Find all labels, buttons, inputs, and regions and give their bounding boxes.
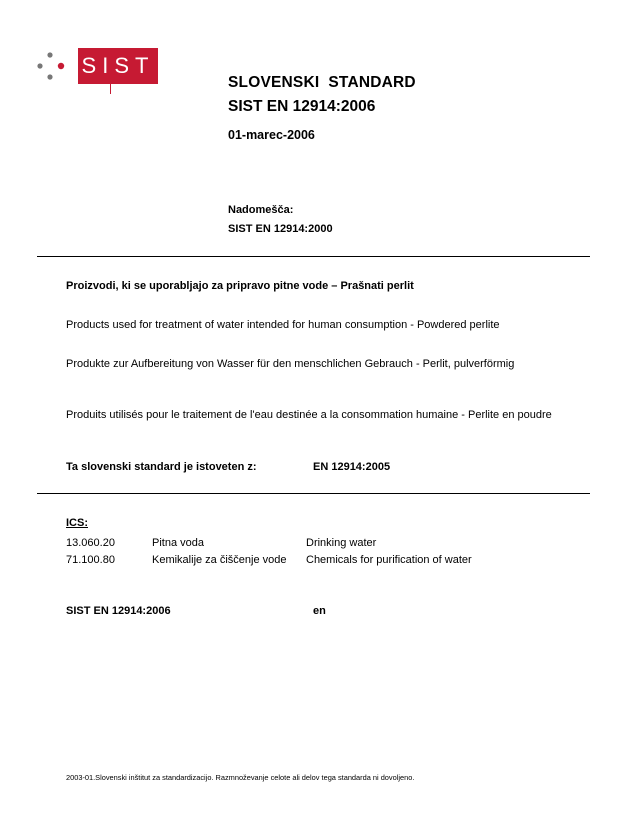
- ics-code: 71.100.80: [66, 554, 115, 566]
- standard-code: SIST EN 12914:2006: [228, 98, 376, 115]
- identical-value: EN 12914:2005: [313, 461, 391, 473]
- replaces-label: Nadomešča:: [228, 204, 294, 216]
- standard-title: SLOVENSKI STANDARD: [228, 74, 416, 91]
- logo-rule: [110, 84, 111, 94]
- replaces-value: SIST EN 12914:2000: [228, 223, 333, 235]
- title-english: Products used for treatment of water intended for human consumption - Powdered perlite: [66, 319, 500, 331]
- ics-english: Drinking water: [306, 537, 377, 549]
- ics-code: 13.060.20: [66, 537, 115, 549]
- standard-date: 01-marec-2006: [228, 128, 315, 142]
- identical-label: Ta slovenski standard je istoveten z:: [66, 461, 257, 473]
- ics-label: ICS:: [66, 517, 88, 529]
- title-slovenian: Proizvodi, ki se uporabljajo za pripravo pitne vode – Prašnati perlit: [66, 280, 414, 292]
- top-divider: [37, 256, 590, 257]
- copyright-footer: 2003-01.Slovenski inštitut za standardizacijo. Razmnoževanje celote ali delov tega standarda ni dovoljeno.: [66, 773, 415, 782]
- middle-divider: [37, 493, 590, 494]
- ics-slovenian: Pitna voda: [152, 537, 204, 549]
- title-french: Produits utilisés pour le traitement de l'eau destinée a la consommation humaine - Perlite en poudre: [66, 409, 552, 421]
- logo-dots-icon: [36, 51, 72, 81]
- ics-english: Chemicals for purification of water: [306, 554, 472, 566]
- ics-row: [66, 537, 546, 551]
- sist-logo: SIST: [78, 48, 158, 84]
- ics-slovenian: Kemikalije za čiščenje vode: [152, 554, 287, 566]
- document-language: en: [313, 605, 326, 617]
- title-german: Produkte zur Aufbereitung von Wasser für den menschlichen Gebrauch - Perlit, pulverförmig: [66, 358, 515, 370]
- ics-row: [66, 554, 546, 582]
- document-code: SIST EN 12914:2006: [66, 605, 171, 617]
